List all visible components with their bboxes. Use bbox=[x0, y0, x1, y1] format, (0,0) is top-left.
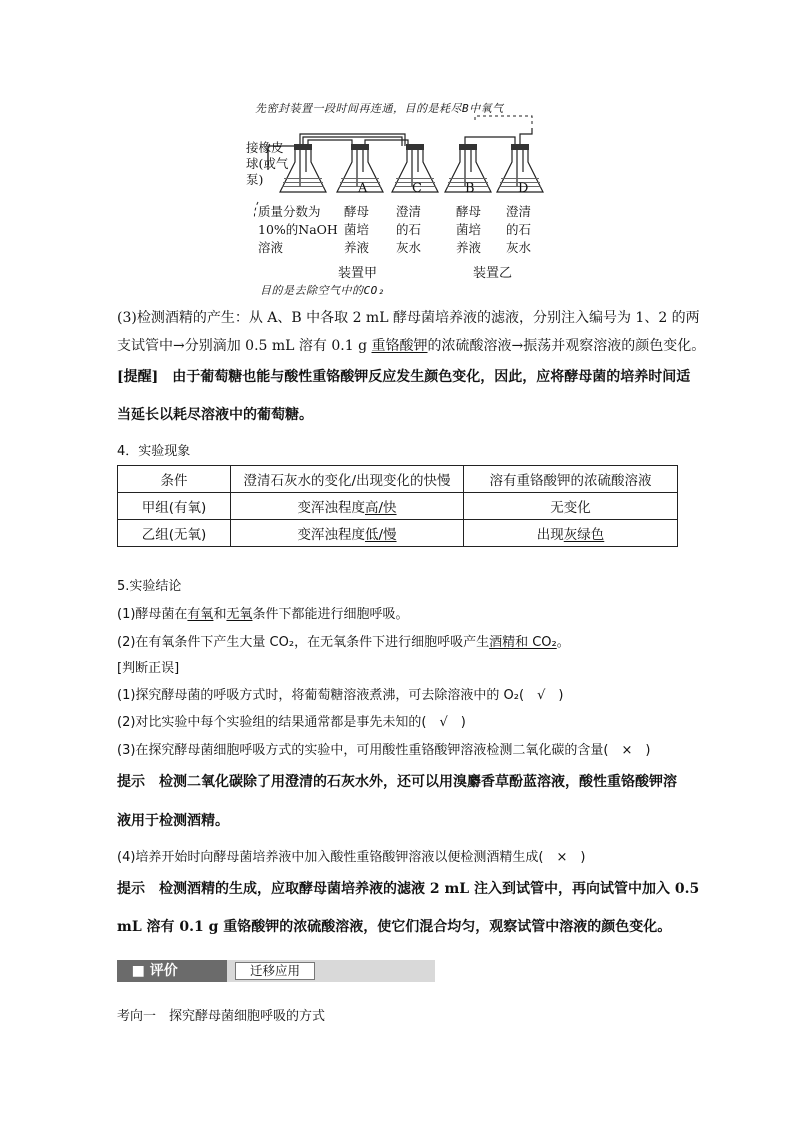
hint4-line2: mL 溶有 0.1 g 重铬酸钾的浓硫酸溶液，使它们混合均匀，观察试管中溶液的颜色变化。 bbox=[117, 919, 672, 935]
table-header: 溶有重铬酸钾的浓硫酸溶液 bbox=[464, 466, 678, 493]
judge-item-3: (3)在探究酵母菌细胞呼吸方式的实验中，可用酸性重铬酸钾溶液检测二氧化碳的含量( × ) bbox=[117, 743, 651, 758]
judge-item-4: (4)培养开始时向酵母菌培养液中加入酸性重铬酸钾溶液以便检测酒精生成( × ) bbox=[117, 850, 586, 865]
setup-yi-label: 装置乙 bbox=[473, 266, 513, 281]
banner-transfer-label: 迁移应用 bbox=[235, 962, 315, 980]
section4-title: 4．实验现象 bbox=[117, 444, 191, 459]
tip-line1: [提醒] 由于葡萄糖也能与酸性重铬酸钾反应发生颜色变化，因此，应将酵母菌的培养时间适 bbox=[117, 369, 691, 385]
bulb-label: 接橡皮 球(或气 泵) bbox=[246, 140, 289, 187]
table-cell: 乙组(无氧) bbox=[118, 520, 231, 547]
table-cell: 变浑浊程度低/慢 bbox=[231, 520, 464, 547]
direction-heading: 考向一 探究酵母菌细胞呼吸的方式 bbox=[117, 1009, 326, 1024]
flask-letter-a: A bbox=[358, 181, 368, 196]
limewater-label-d: 澄清 的石 灰水 bbox=[506, 204, 532, 255]
table-header: 条件 bbox=[118, 466, 231, 493]
step3-line1: (3)检测酒精的产生：从 A、B 中各取 2 mL 酵母菌培养液的滤液，分别注入编号为 1、2 的两 bbox=[117, 310, 700, 326]
flask-letter-d: D bbox=[518, 181, 529, 196]
judge-title: [判断正误] bbox=[117, 661, 180, 676]
table-cell: 无变化 bbox=[464, 493, 678, 520]
diagram-annotation-top: 先密封装置一段时间再连通，目的是耗尽B中氧气 bbox=[255, 102, 504, 115]
table-header: 澄清石灰水的变化/出现变化的快慢 bbox=[231, 466, 464, 493]
tip-tag: [提醒] bbox=[117, 369, 159, 385]
hint-tag: 提示 bbox=[117, 774, 145, 790]
observation-table bbox=[117, 465, 678, 547]
yeast-label-a: 酵母 菌培 养液 bbox=[344, 204, 370, 255]
section-banner bbox=[117, 960, 435, 982]
table-header-row bbox=[118, 466, 678, 493]
judge-item-1: (1)探究酵母菌的呼吸方式时，将葡萄糖溶液煮沸，可去除溶液中的 O₂( √ ) bbox=[117, 688, 564, 703]
table-row bbox=[118, 520, 678, 547]
setup-jia-label: 装置甲 bbox=[338, 266, 378, 281]
hint3-line1: 提示 检测二氧化碳除了用澄清的石灰水外，还可以用溴麝香草酚蓝溶液，酸性重铬酸钾溶 bbox=[117, 774, 677, 790]
yeast-label-b: 酵母 菌培 养液 bbox=[456, 204, 482, 255]
hint4-line1: 提示 检测酒精的生成，应取酵母菌培养液的滤液 2 mL 注入到试管中，再向试管中加入 0.5 bbox=[117, 881, 700, 897]
diagram-annotation-bottom: 目的是去除空气中的CO₂ bbox=[260, 284, 385, 297]
conclusion-1: (1)酵母菌在有氧和无氧条件下都能进行细胞呼吸。 bbox=[117, 607, 409, 622]
table-cell: 出现灰绿色 bbox=[464, 520, 678, 547]
section5-title: 5.实验结论 bbox=[117, 579, 182, 594]
conclusion-2: (2)在有氧条件下产生大量 CO₂，在无氧条件下进行细胞呼吸产生酒精和 CO₂。 bbox=[117, 635, 570, 650]
table-row bbox=[118, 493, 678, 520]
flask-letter-c: C bbox=[412, 181, 422, 196]
step3-line2: 支试管中→分别滴加 0.5 mL 溶有 0.1 g 重铬酸钾的浓硫酸溶液→振荡并观察溶液的颜色变化。 bbox=[117, 338, 706, 354]
judge-item-2: (2)对比实验中每个实验组的结果通常都是事先未知的( √ ) bbox=[117, 715, 466, 730]
hint3-line2: 液用于检测酒精。 bbox=[117, 813, 229, 829]
banner-evaluate-label: ■ 评价 bbox=[117, 960, 227, 982]
tip-line2: 当延长以耗尽溶液中的葡萄糖。 bbox=[117, 407, 313, 423]
table-cell: 变浑浊程度高/快 bbox=[231, 493, 464, 520]
naoh-label: 质量分数为 10%的NaOH 溶液 bbox=[258, 204, 338, 255]
table-cell: 甲组(有氧) bbox=[118, 493, 231, 520]
flask-letter-b: B bbox=[465, 181, 475, 196]
hint-tag: 提示 bbox=[117, 881, 145, 897]
limewater-label-c: 澄清 的石 灰水 bbox=[396, 204, 422, 255]
